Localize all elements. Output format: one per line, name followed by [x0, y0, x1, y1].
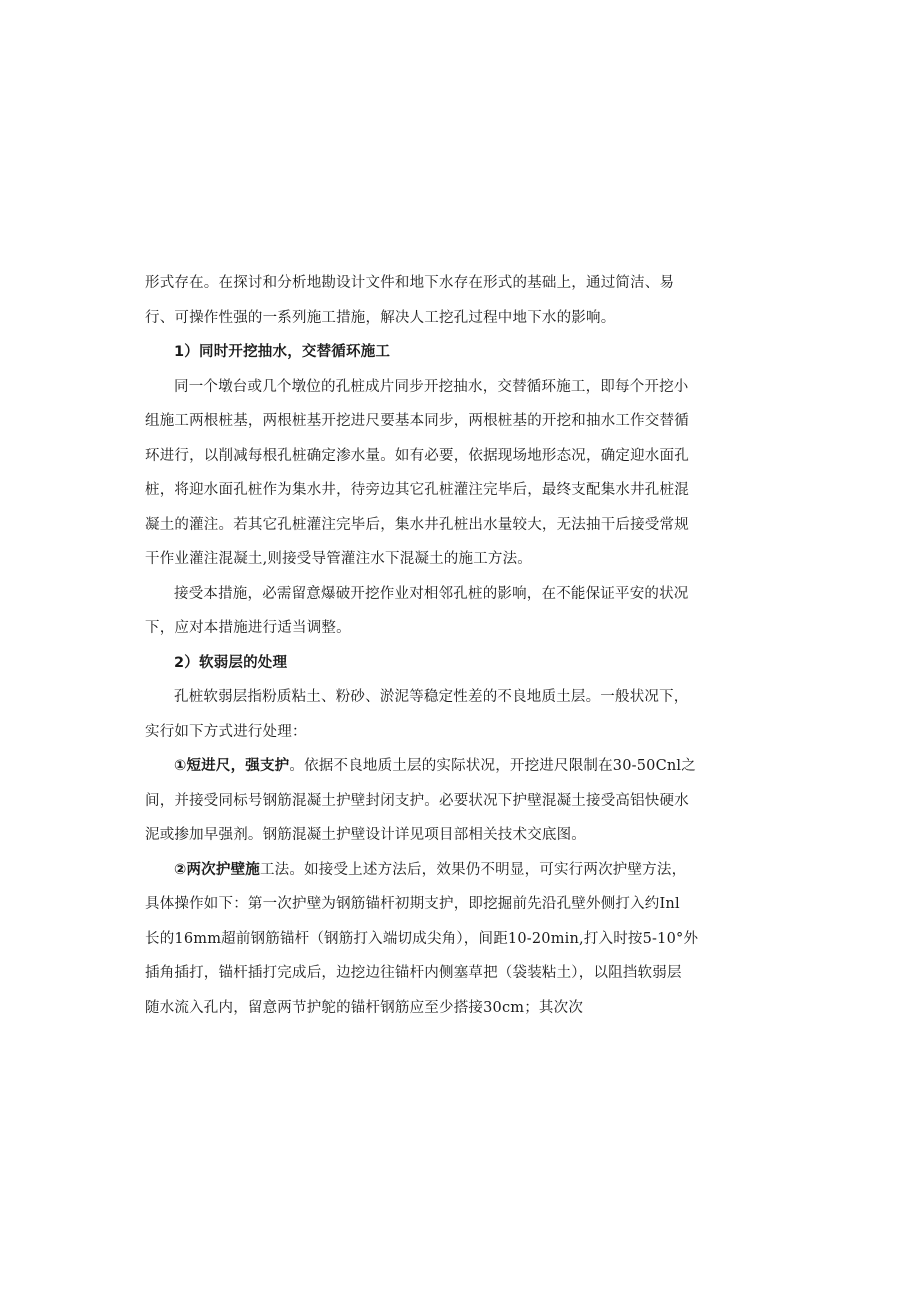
section-1-paragraph-1-line: 桩，将迎水面孔桩作为集水井，待旁边其它孔桩灌注完毕后，最终支配集水井孔桩混: [145, 482, 689, 498]
section-1-heading: 1）同时开挖抽水，交替循环施工: [174, 344, 391, 360]
intro-line: 行、可操作性强的一系列施工措施，解决人工挖孔过程中地下水的影响。: [145, 309, 616, 326]
item-2-line: 长的16mm超前钢筋锚杆（钢筋打入端切成尖角），间距10-20min,打入时按5-10°外: [145, 930, 699, 947]
intro-line: 形式存在。在探讨和分析地勘设计文件和地下水存在形式的基础上，通过简洁、易: [145, 275, 675, 291]
section-2-paragraph-1-line: 孔桩软弱层指粉质粘土、粉砂、淤泥等稳定性差的不良地质土层。一般状况下，: [174, 689, 689, 705]
item-1-text: 。依据不良地质土层的实际状况，开挖进尺限制在30-50Cnl之: [289, 758, 696, 774]
section-1-paragraph-1-line: 环进行，以削减每根孔桩确定渗水量。如有必要，依据现场地形态况，确定迎水面孔: [145, 447, 689, 464]
section-1-paragraph-2-line: 接受本措施，必需留意爆破开挖作业对相邻孔桩的影响，在不能保证平安的状况: [174, 585, 689, 602]
item-2-bold-label: ②两次护壁施: [174, 861, 260, 878]
item-1-bold-label: ①短进尺，强支护: [174, 758, 290, 774]
section-2-paragraph-1-line: 实行如下方式进行处理：: [145, 723, 307, 740]
item-2-line: 插角插打，锚杆插打完成后，边挖边往锚杆内侧塞草把（袋装粘土），以阻挡软弱层: [145, 965, 682, 981]
item-2-line: 具体操作如下：第一次护壁为钢筋锚杆初期支护，即挖掘前先沿孔壁外侧打入约Inl: [145, 896, 680, 912]
document-body: [145, 266, 775, 1025]
item-1-line: 泥或掺加早强剂。钢筋混凝土护壁设计详见项目部相关技术交底图。: [145, 827, 586, 843]
item-2-text: 工法。如接受上述方法后，效果仍不明显，可实行两次护壁方法，: [259, 861, 687, 878]
section-1-paragraph-2-line: 下，应对本措施进行适当调整。: [145, 620, 351, 636]
section-1-paragraph-1-line: 凝土的灌注。若其它孔桩灌注完毕后，集水井孔桩出水量较大，无法抽干后接受常规: [145, 516, 689, 533]
item-2-line: 随水流入孔内，留意两节护鸵的锚杆钢筋应至少搭接30cm；其次次: [145, 999, 584, 1016]
section-2-heading: 2）软弱层的处理: [174, 654, 288, 671]
item-1-line: 间，并接受同标号钢筋混凝土护壁封闭支护。必要状况下护壁混凝土接受高铝快硬水: [145, 792, 689, 809]
section-1-paragraph-1-line: 干作业灌注混凝土,则接受导管灌注水下混凝土的施工方法。: [145, 551, 533, 567]
item-2-first-line: [145, 853, 775, 888]
section-1-paragraph-1-line: 组施工两根桩基，两根桩基开挖进尺要基本同步，两根桩基的开挖和抽水工作交替循: [145, 413, 689, 429]
item-1-first-line: [145, 749, 775, 784]
section-1-paragraph-1-line: 同一个墩台或几个墩位的孔桩成片同步开挖抽水，交替循环施工，即每个开挖小: [174, 378, 689, 395]
